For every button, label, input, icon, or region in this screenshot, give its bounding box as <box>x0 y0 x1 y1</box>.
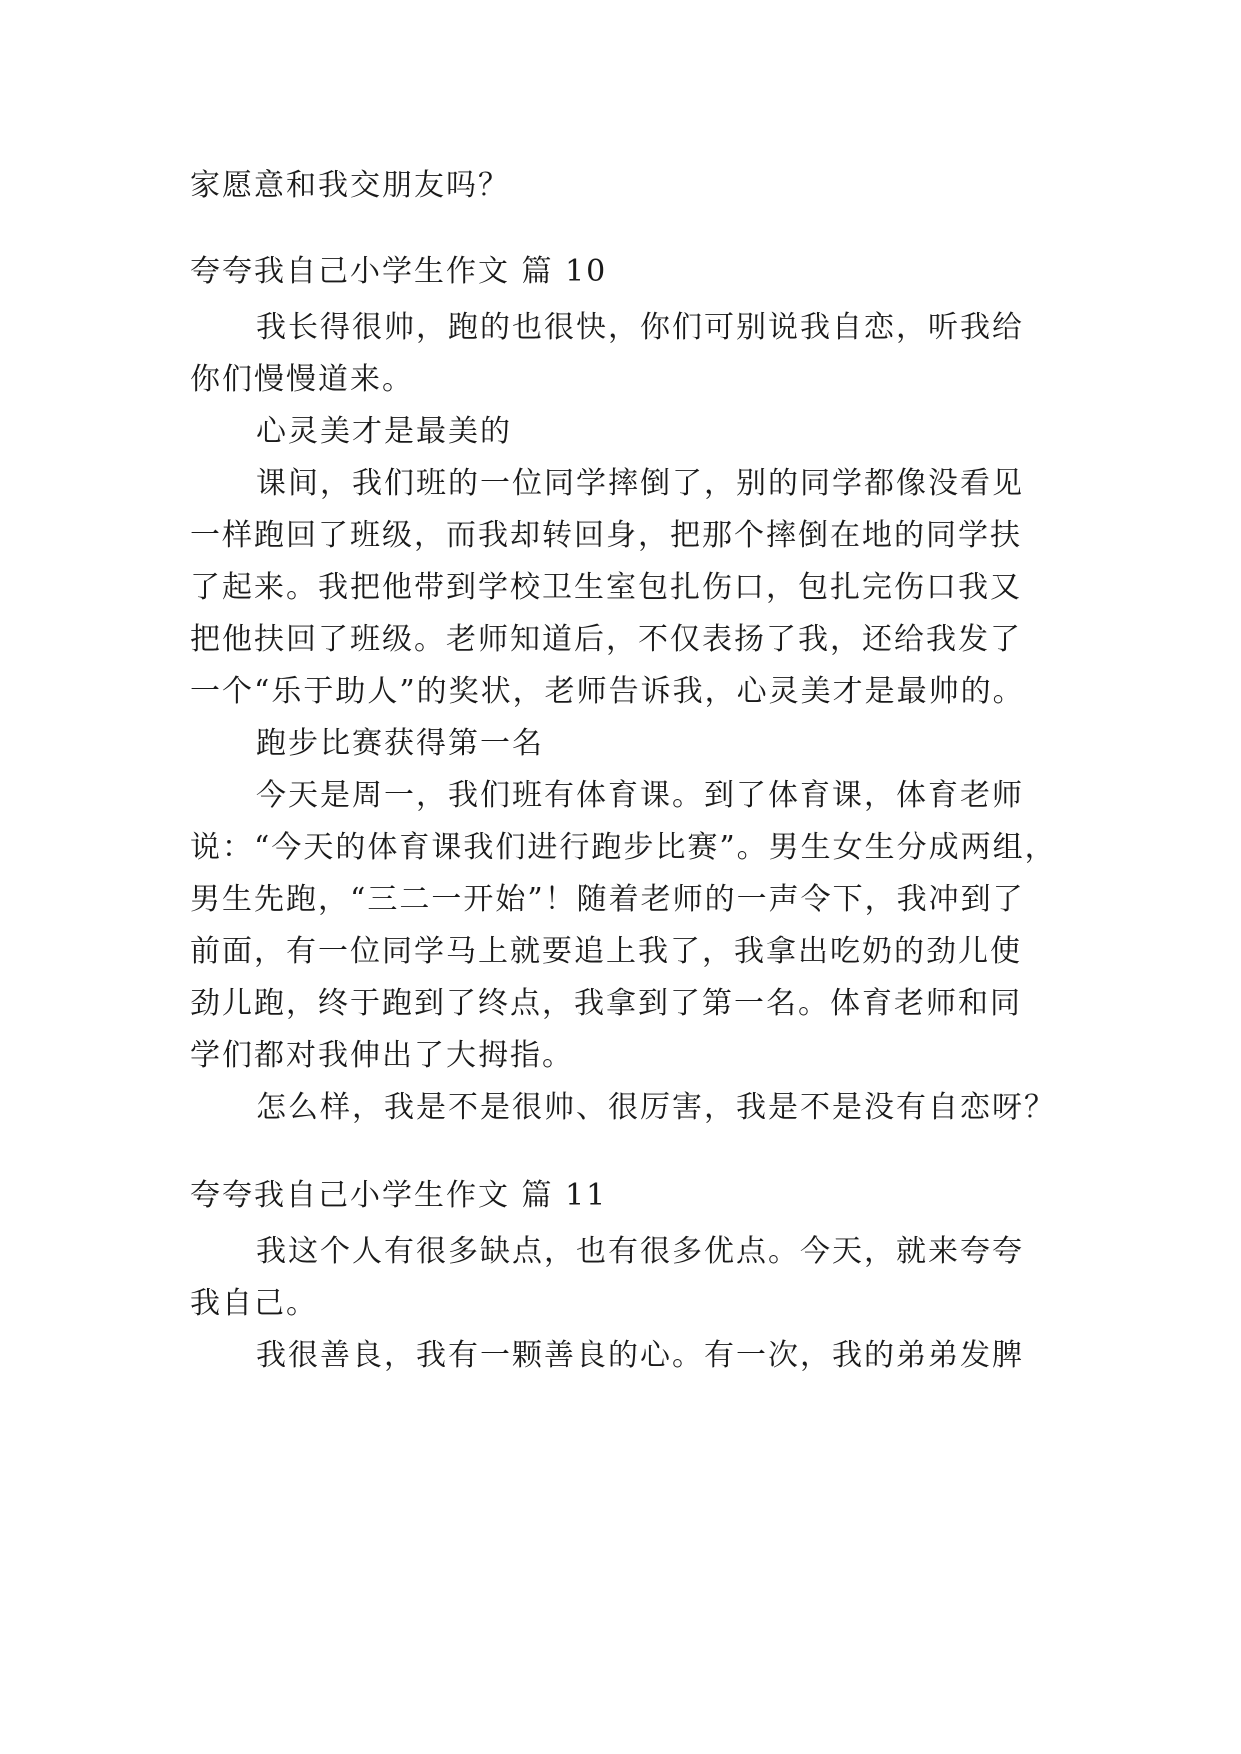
paragraph-line: 我自己。 <box>190 1286 318 1321</box>
paragraph-line: 一个“乐于助人”的奖状，老师告诉我，心灵美才是最帅的。 <box>190 674 1025 709</box>
paragraph-line: 把他扶回了班级。老师知道后，不仅表扬了我，还给我发了 <box>190 622 1022 657</box>
subheading: 跑步比赛获得第一名 <box>256 726 544 761</box>
section-heading: 夸夸我自己小学生作文 篇 11 <box>190 1178 608 1213</box>
paragraph-line: 我很善良，我有一颗善良的心。有一次，我的弟弟发脾 <box>256 1338 1024 1373</box>
paragraph-line: 家愿意和我交朋友吗？ <box>190 168 510 203</box>
paragraph-line: 劲儿跑，终于跑到了终点，我拿到了第一名。体育老师和同 <box>190 986 1022 1021</box>
paragraph-line: 我这个人有很多缺点，也有很多优点。今天，就来夸夸 <box>256 1234 1024 1269</box>
paragraph-line: 前面，有一位同学马上就要追上我了，我拿出吃奶的劲儿使 <box>190 934 1022 969</box>
paragraph-line: 怎么样，我是不是很帅、很厉害，我是不是没有自恋呀？ <box>256 1090 1056 1125</box>
paragraph-line: 说：“今天的体育课我们进行跑步比赛”。男生女生分成两组， <box>190 830 1057 865</box>
paragraph-line: 我长得很帅，跑的也很快，你们可别说我自恋，听我给 <box>256 310 1024 345</box>
subheading: 心灵美才是最美的 <box>256 414 512 449</box>
paragraph-line: 你们慢慢道来。 <box>190 362 414 397</box>
paragraph-line: 今天是周一，我们班有体育课。到了体育课，体育老师 <box>256 778 1024 813</box>
paragraph-line: 男生先跑，“三二一开始”！随着老师的一声令下，我冲到了 <box>190 882 1025 917</box>
section-heading: 夸夸我自己小学生作文 篇 10 <box>190 254 608 289</box>
paragraph-line: 学们都对我伸出了大拇指。 <box>190 1038 574 1073</box>
paragraph-line: 一样跑回了班级，而我却转回身，把那个摔倒在地的同学扶 <box>190 518 1022 553</box>
paragraph-line: 了起来。我把他带到学校卫生室包扎伤口，包扎完伤口我又 <box>190 570 1022 605</box>
paragraph-line: 课间，我们班的一位同学摔倒了，别的同学都像没看见 <box>256 466 1024 501</box>
